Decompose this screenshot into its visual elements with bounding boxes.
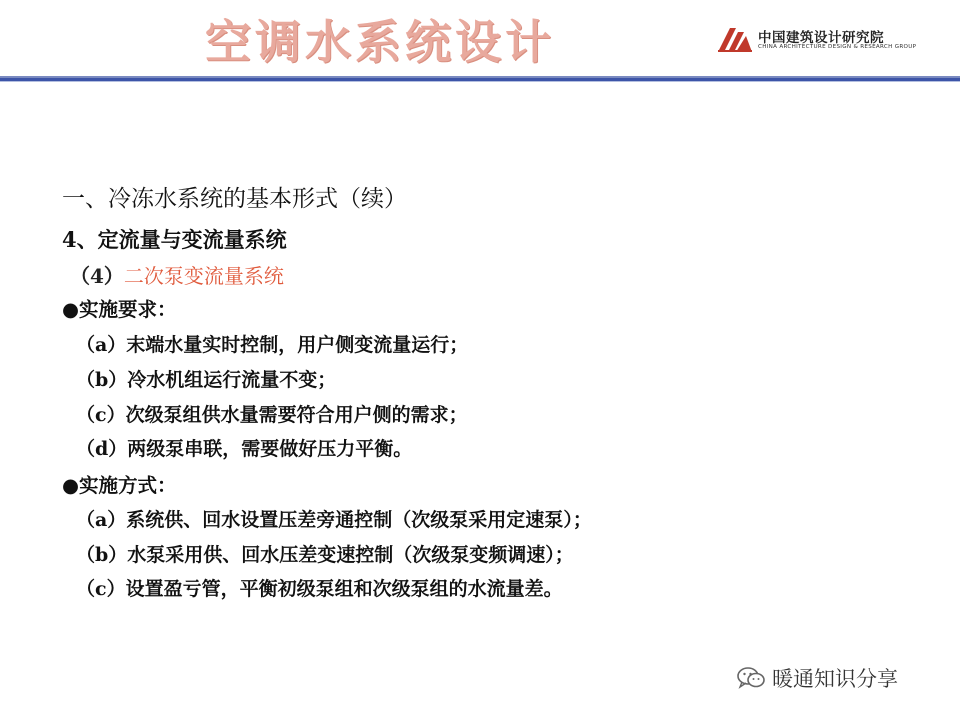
list-item: （b）冷水机组运行流量不变； [76,369,337,391]
list-item: （a）末端水量实时控制，用户侧变流量运行； [76,334,469,356]
section-requirements-title: ●实施要求： [62,298,177,321]
list-item: （c）次级泵组供水量需要符合用户侧的需求； [76,404,468,426]
slide-title: 空调水系统设计 [205,15,555,69]
cadg-logo-icon [716,26,754,54]
heading-level-3-number: （4） [70,264,124,288]
heading-level-3-text: 二次泵变流量系统 [123,264,284,288]
logo-name-cn: 中国建筑设计研究院 [758,30,884,46]
wechat-icon [736,665,766,691]
list-item: （d）两级泵串联，需要做好压力平衡。 [76,438,413,460]
list-item: （b）水泵采用供、回水压差变速控制（次级泵变频调速）； [76,544,574,566]
watermark-text: 暖通知识分享 [772,667,898,691]
heading-level-2: 4、定流量与变流量系统 [62,227,287,252]
organization-logo [716,26,956,56]
wechat-watermark [736,660,898,696]
logo-name-en: CHINA ARCHITECTURE DESIGN & RESEARCH GROUP [758,44,917,50]
header-divider-shadow [0,81,960,82]
list-item: （a）系统供、回水设置压差旁通控制（次级泵采用定速泵）； [76,509,592,531]
list-item: （c）设置盈亏管，平衡初级泵组和次级泵组的水流量差。 [76,578,563,600]
heading-level-1: 一、冷冻水系统的基本形式（续） [62,186,407,212]
heading-level-3 [70,260,284,289]
section-methods-title: ●实施方式： [62,474,177,497]
